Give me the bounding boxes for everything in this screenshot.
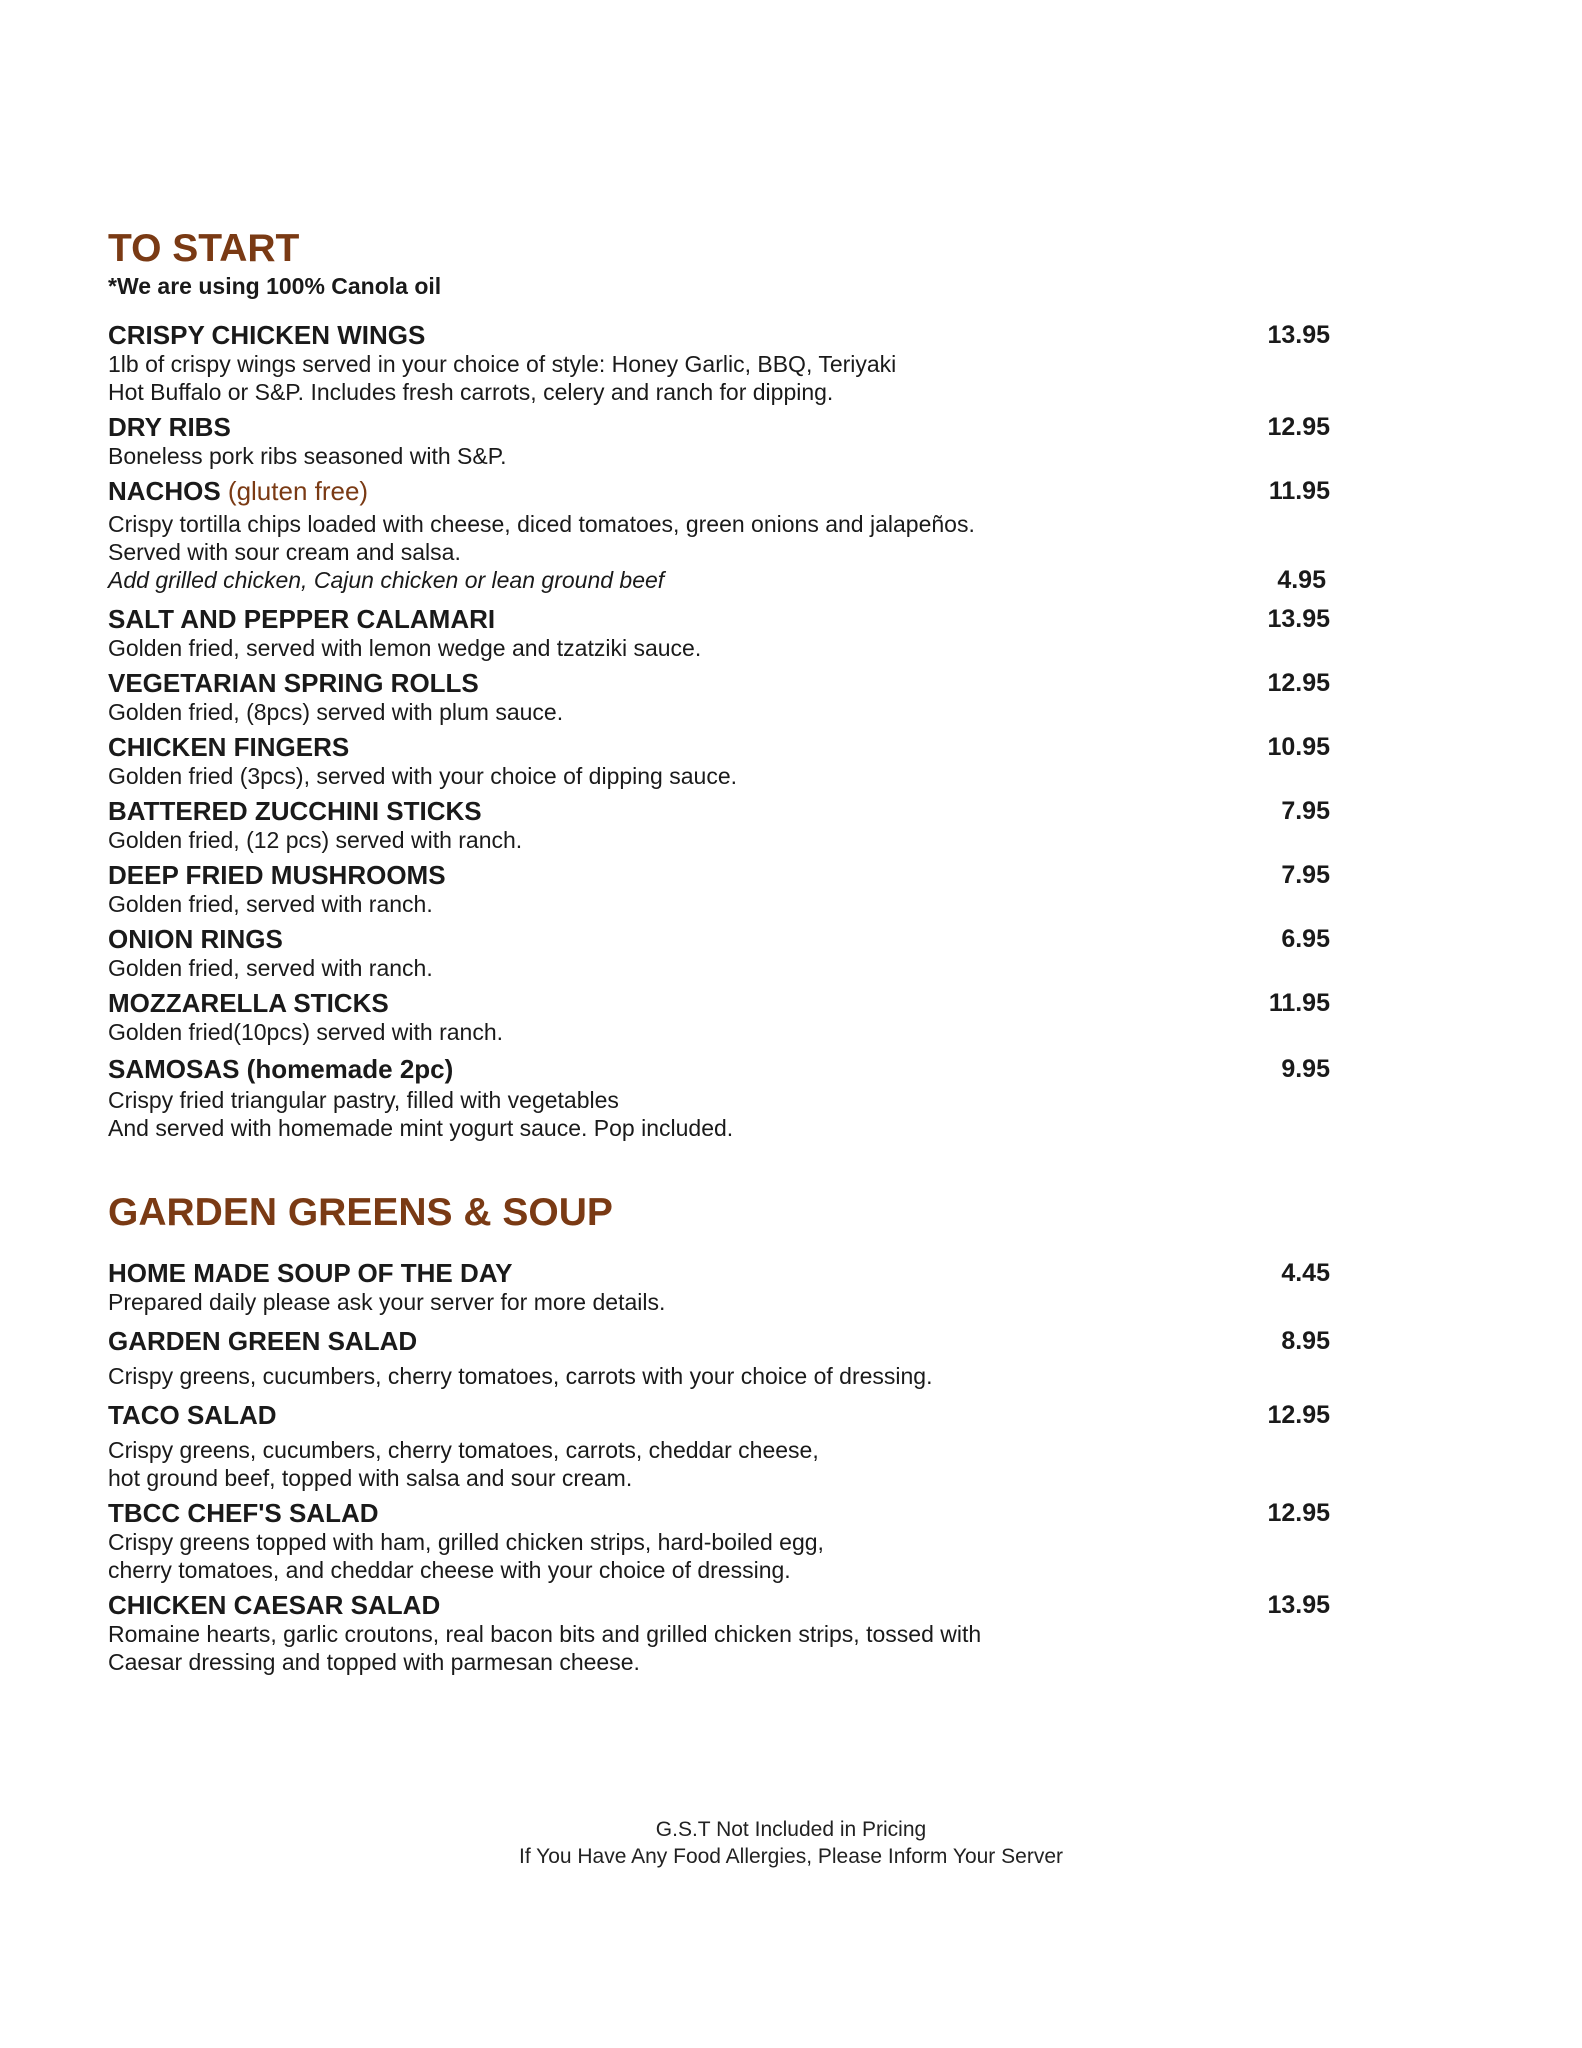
- item-price: 7.95: [1281, 861, 1330, 889]
- item-description: And served with homemade mint yogurt sauce. Pop included.: [108, 1115, 734, 1141]
- item-price: 13.95: [1267, 605, 1330, 633]
- item-price: 8.95: [1281, 1327, 1330, 1355]
- menu-item: [108, 860, 1330, 918]
- item-price: 9.95: [1281, 1055, 1330, 1083]
- menu-item: [108, 1590, 1330, 1676]
- item-name: ONION RINGS: [108, 924, 283, 954]
- item-price: 12.95: [1267, 1401, 1330, 1429]
- item-description: cherry tomatoes, and cheddar cheese with your choice of dressing.: [108, 1557, 791, 1583]
- item-name: TACO SALAD: [108, 1400, 277, 1430]
- item-addon: Add grilled chicken, Cajun chicken or lean ground beef: [108, 567, 665, 593]
- item-price: 4.45: [1281, 1259, 1330, 1287]
- menu-item: [108, 1326, 1330, 1390]
- item-price: 13.95: [1267, 321, 1330, 349]
- item-description: Golden fried, served with ranch.: [108, 955, 433, 981]
- item-description: Golden fried(10pcs) served with ranch.: [108, 1019, 504, 1045]
- item-description: Boneless pork ribs seasoned with S&P.: [108, 443, 507, 469]
- item-description: Golden fried, (12 pcs) served with ranch.: [108, 827, 523, 853]
- section-note: *We are using 100% Canola oil: [108, 273, 442, 299]
- menu-item: [108, 796, 1330, 854]
- item-price: 12.95: [1267, 1499, 1330, 1527]
- menu-item: [108, 668, 1330, 726]
- section-title: TO START: [108, 227, 300, 270]
- item-name: CRISPY CHICKEN WINGS: [108, 320, 426, 350]
- item-name: SALT AND PEPPER CALAMARI: [108, 604, 496, 634]
- item-addon-price: 4.95: [1277, 566, 1326, 594]
- item-price: 13.95: [1267, 1591, 1330, 1619]
- item-name: CHICKEN CAESAR SALAD: [108, 1590, 441, 1620]
- section-garden-greens-soup: [108, 1190, 1330, 1676]
- item-description: Golden fried, served with lemon wedge and tzatziki sauce.: [108, 635, 702, 661]
- item-description: Golden fried, served with ranch.: [108, 891, 433, 917]
- section-to-start: [108, 226, 1330, 1142]
- item-name-text: NACHOS: [108, 476, 221, 506]
- item-name: HOME MADE SOUP OF THE DAY: [108, 1258, 513, 1288]
- section-divider-space: [108, 1148, 1330, 1190]
- item-description: Caesar dressing and topped with parmesan cheese.: [108, 1649, 640, 1675]
- item-price: 10.95: [1267, 733, 1330, 761]
- footer-allergy-note: If You Have Any Food Allergies, Please Inform Your Server: [519, 1845, 1063, 1868]
- menu-item: [108, 924, 1330, 982]
- footer: [0, 1816, 1582, 1870]
- item-name: [108, 476, 1210, 506]
- item-name: TBCC CHEF'S SALAD: [108, 1498, 379, 1528]
- menu-item: [108, 1258, 1330, 1316]
- menu-item: [108, 412, 1330, 470]
- item-description: Served with sour cream and salsa.: [108, 539, 461, 565]
- menu-item: [108, 988, 1330, 1046]
- item-description: hot ground beef, topped with salsa and sour cream.: [108, 1465, 633, 1491]
- item-name: SAMOSAS (homemade 2pc): [108, 1054, 454, 1084]
- item-description: Crispy greens, cucumbers, cherry tomatoes, carrots with your choice of dressing.: [108, 1363, 933, 1389]
- footer-gst-note: G.S.T Not Included in Pricing: [655, 1818, 927, 1841]
- item-description: Golden fried (3pcs), served with your choice of dipping sauce.: [108, 763, 737, 789]
- item-description: Crispy tortilla chips loaded with cheese, diced tomatoes, green onions and jalapeños.: [108, 511, 975, 537]
- menu-item: [108, 732, 1330, 790]
- item-price: 12.95: [1267, 669, 1330, 697]
- item-name: GARDEN GREEN SALAD: [108, 1326, 418, 1356]
- menu-item: [108, 476, 1330, 594]
- item-name: DEEP FRIED MUSHROOMS: [108, 860, 446, 890]
- item-price: 7.95: [1281, 797, 1330, 825]
- item-description: Crispy greens topped with ham, grilled chicken strips, hard-boiled egg,: [108, 1529, 824, 1555]
- section-title: GARDEN GREENS & SOUP: [108, 1191, 613, 1234]
- item-description: Crispy fried triangular pastry, filled with vegetables: [108, 1087, 619, 1113]
- item-name: CHICKEN FINGERS: [108, 732, 350, 762]
- menu-item: [108, 1498, 1330, 1584]
- item-price: 12.95: [1267, 413, 1330, 441]
- item-description: 1lb of crispy wings served in your choice of style: Honey Garlic, BBQ, Teriyaki: [108, 351, 897, 377]
- menu-item: [108, 1054, 1330, 1142]
- item-description: Romaine hearts, garlic croutons, real bacon bits and grilled chicken strips, tossed with: [108, 1621, 982, 1647]
- item-description: Prepared daily please ask your server for more details.: [108, 1289, 666, 1315]
- menu-item: [108, 604, 1330, 662]
- item-description: Hot Buffalo or S&P. Includes fresh carrots, celery and ranch for dipping.: [108, 379, 834, 405]
- gluten-free-tag: (gluten free): [227, 476, 369, 506]
- menu-item: [108, 1400, 1330, 1492]
- item-name: MOZZARELLA STICKS: [108, 988, 389, 1018]
- item-price: 11.95: [1268, 477, 1330, 505]
- item-name: VEGETARIAN SPRING ROLLS: [108, 668, 479, 698]
- menu-item: [108, 320, 1330, 406]
- menu-page: [108, 226, 1330, 1682]
- item-name: BATTERED ZUCCHINI STICKS: [108, 796, 482, 826]
- item-price: 6.95: [1281, 925, 1330, 953]
- item-price: 11.95: [1268, 989, 1330, 1017]
- item-name: DRY RIBS: [108, 412, 231, 442]
- item-description: Crispy greens, cucumbers, cherry tomatoes, carrots, cheddar cheese,: [108, 1437, 819, 1463]
- item-description: Golden fried, (8pcs) served with plum sauce.: [108, 699, 564, 725]
